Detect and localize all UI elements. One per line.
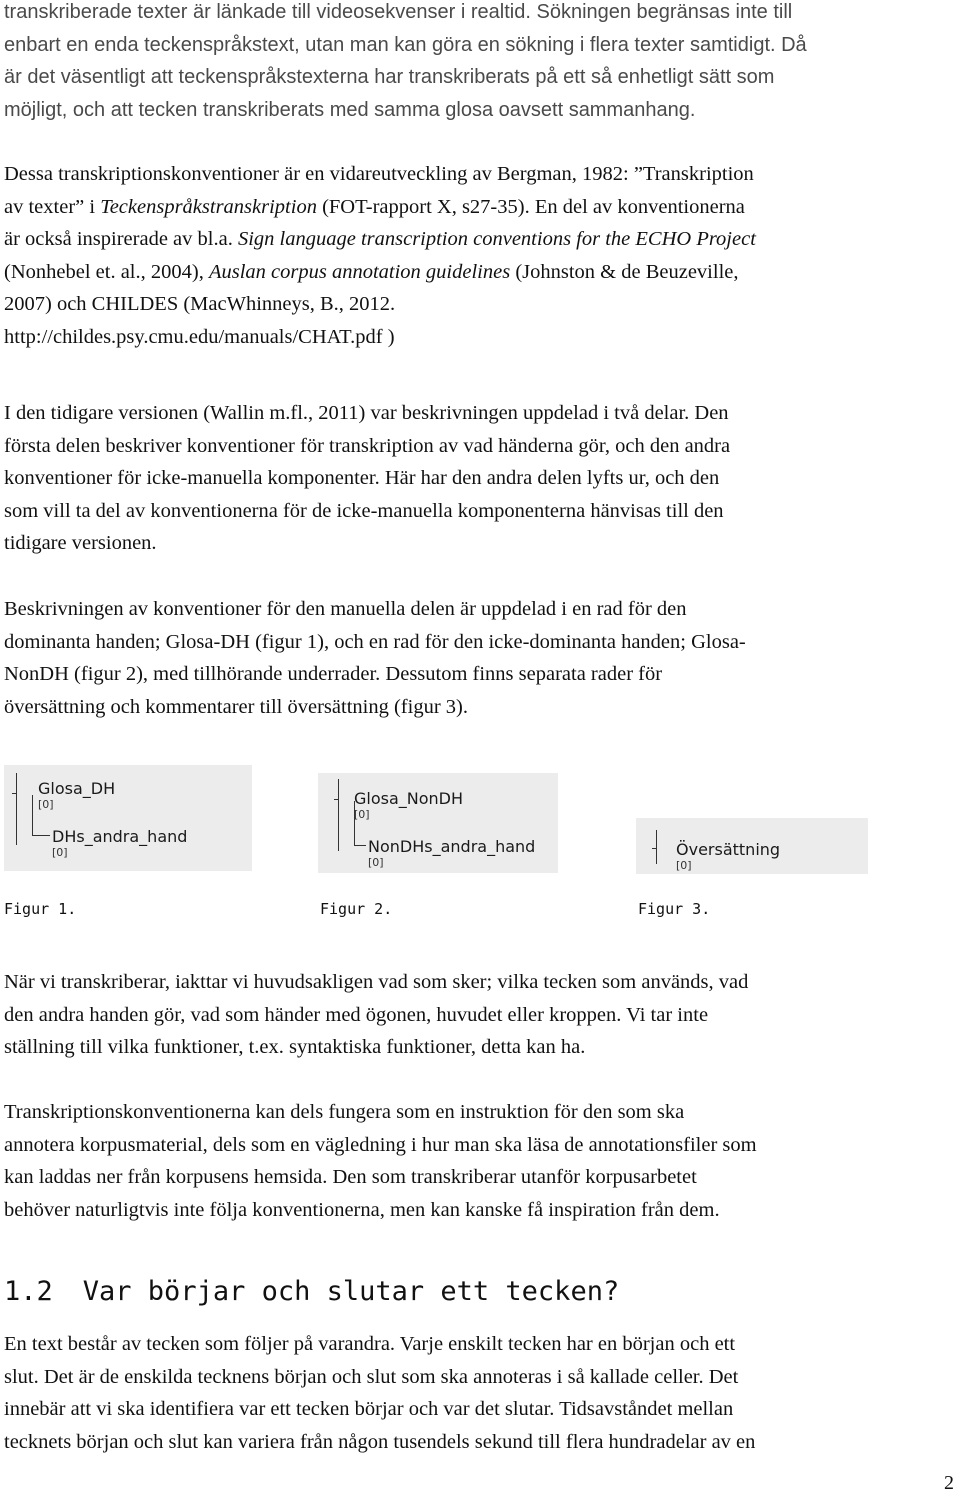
tier-name: Glosa_DH bbox=[38, 779, 116, 798]
figure-1-caption: Figur 1. bbox=[4, 900, 77, 918]
text-line: (Nonhebel et. al., 2004), Auslan corpus annotation guidelines (Johnston & de Beuzeville, bbox=[4, 260, 739, 283]
text-line: tidigare versionen. bbox=[4, 532, 157, 554]
text-line: översättning och kommentarer till översättning (figur 3). bbox=[4, 695, 468, 718]
tier-oversattning[interactable] bbox=[676, 840, 780, 871]
manual-conventions-paragraph bbox=[4, 593, 958, 723]
tier-count: [0] bbox=[38, 798, 54, 811]
text-line: enbart en enda teckenspråkstext, utan man kan göra en sökning i flera texter samtidigt. Då bbox=[4, 33, 807, 56]
tier-nondhs-andra-hand[interactable] bbox=[368, 837, 535, 868]
text-line: innebär att vi ska identifiera var ett tecken börjar och var det slutar. Tidsavståndet mellan bbox=[4, 1398, 734, 1420]
tier-glosa-nondh[interactable] bbox=[354, 789, 463, 820]
figure-1-tier-screenshot bbox=[4, 765, 252, 871]
text-line: första delen beskriver konventioner för transkription av vad händerna gör, och den andra bbox=[4, 434, 731, 457]
figure-2-caption: Figur 2. bbox=[320, 900, 393, 918]
text-line: NonDH (figur 2), med tillhörande underrader. Dessutom finns separata rader för bbox=[4, 663, 663, 685]
text-line: dominanta handen; Glosa-DH (figur 1), och en rad för den icke-dominanta handen; Glosa- bbox=[4, 630, 746, 653]
tree-line bbox=[656, 830, 657, 864]
tree-branch bbox=[354, 845, 366, 846]
tree-line bbox=[32, 795, 33, 835]
text-line: konventioner för icke-manuella komponenter. Här har den andra delen lyfts ur, och den bbox=[4, 467, 720, 489]
references-paragraph bbox=[4, 158, 958, 353]
italic-title: Sign language transcription conventions for the ECHO Project bbox=[237, 228, 756, 250]
page-number: 2 bbox=[944, 1472, 954, 1494]
tier-glosa-dh[interactable] bbox=[38, 779, 115, 810]
previous-version-paragraph bbox=[4, 397, 958, 560]
text-line: En text består av tecken som följer på varandra. Varje enskilt tecken har en början och ett bbox=[4, 1333, 736, 1355]
text-line: slut. Det är de enskilda tecknens början och slut som ska annoteras i så kallade celler. Det bbox=[4, 1365, 739, 1388]
tree-line bbox=[338, 779, 339, 851]
figure-2-tier-screenshot bbox=[318, 773, 558, 873]
tier-count: [0] bbox=[354, 808, 370, 821]
tree-line bbox=[16, 773, 17, 845]
italic-title: Auslan corpus annotation guidelines bbox=[208, 260, 511, 283]
text-line: av texter” i Teckenspråkstranskription (FOT-rapport X, s27-35). En del av konventionerna bbox=[4, 195, 745, 218]
text-line: möjligt, och att tecken transkriberats med samma glosa oavsett sammanhang. bbox=[4, 98, 696, 121]
text-line: är det väsentligt att teckenspråkstexterna har transkriberats på ett så enhetligt sätt som bbox=[4, 66, 775, 88]
intro-paragraph bbox=[4, 0, 958, 126]
tree-branch bbox=[334, 799, 339, 800]
text-line: Dessa transkriptionskonventioner är en vidareutveckling av Bergman, 1982: ”Transkription bbox=[4, 163, 754, 185]
text-line: annotera korpusmaterial, dels som en vägledning i hur man ska läsa de annotationsfiler som bbox=[4, 1133, 757, 1156]
text-line: tecknets början och slut kan variera från någon tusendels sekund till flera hundradelar av en bbox=[4, 1430, 756, 1453]
text-line: Beskrivningen av konventioner för den manuella delen är uppdelad i en rad för den bbox=[4, 598, 687, 620]
tree-branch bbox=[32, 835, 50, 836]
tier-name: Glosa_NonDH bbox=[354, 789, 464, 808]
tier-count: [0] bbox=[368, 856, 384, 869]
figure-3-tier-screenshot bbox=[636, 818, 868, 874]
tier-count: [0] bbox=[676, 859, 692, 872]
tier-name: DHs_andra_hand bbox=[52, 827, 188, 846]
tree-branch bbox=[12, 793, 17, 794]
purpose-paragraph bbox=[4, 1096, 958, 1226]
text-line: kan laddas ner från korpusens hemsida. Den som transkriberar utanför korpusarbetet bbox=[4, 1166, 697, 1188]
text-line: 2007) och CHILDES (MacWhinneys, B., 2012. bbox=[4, 293, 396, 315]
italic-title: Teckenspråkstranskription bbox=[100, 195, 317, 218]
text-line: Transkriptionskonventionerna kan dels fungera som en instruktion för den som ska bbox=[4, 1101, 685, 1123]
tier-count: [0] bbox=[52, 846, 68, 859]
text-line: behöver naturligtvis inte följa konventionerna, men kan kanske få inspiration från dem. bbox=[4, 1198, 720, 1221]
section-heading bbox=[4, 1276, 619, 1307]
text-line: I den tidigare versionen (Wallin m.fl., 2011) var beskrivningen uppdelad i två delar. Den bbox=[4, 402, 729, 424]
figure-3-caption: Figur 3. bbox=[638, 900, 711, 918]
section-number: 1.2 bbox=[4, 1276, 53, 1307]
text-line: är också inspirerade av bl.a. Sign language transcription conventions for the ECHO Project bbox=[4, 228, 756, 250]
tier-name: Översättning bbox=[676, 840, 781, 859]
tree-branch bbox=[652, 848, 657, 849]
text-line: som vill ta del av konventionerna för de icke-manuella komponenterna hänvisas till den bbox=[4, 499, 724, 522]
sign-boundaries-paragraph bbox=[4, 1328, 958, 1458]
text-line: ställning till vilka funktioner, t.ex. syntaktiska funktioner, detta kan ha. bbox=[4, 1036, 586, 1058]
text-line: När vi transkriberar, iakttar vi huvudsakligen vad som sker; vilka tecken som används, vad bbox=[4, 971, 749, 993]
section-title: Var börjar och slutar ett tecken? bbox=[82, 1276, 620, 1307]
tier-name: NonDHs_andra_hand bbox=[368, 837, 536, 856]
reference-link[interactable]: http://childes.psy.cmu.edu/manuals/CHAT.pdf ) bbox=[4, 325, 395, 348]
tier-dhs-andra-hand[interactable] bbox=[52, 827, 187, 858]
text-line: den andra handen gör, vad som händer med ögonen, huvudet eller kroppen. Vi tar inte bbox=[4, 1003, 709, 1026]
text-line: transkriberade texter är länkade till videosekvenser i realtid. Sökningen begränsas inte till bbox=[4, 1, 793, 23]
observation-paragraph bbox=[4, 966, 958, 1064]
